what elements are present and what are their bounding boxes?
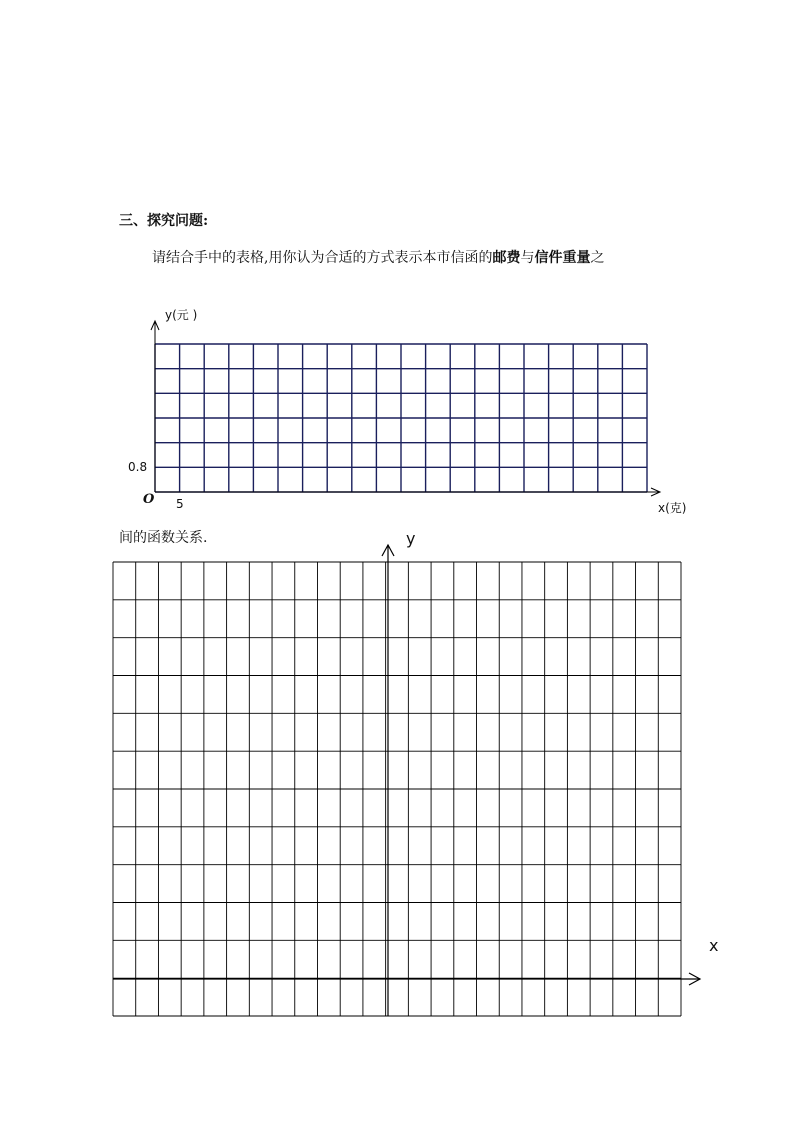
graph1-y-tick-label: 0.8 xyxy=(128,460,148,474)
problem-text-line2: 间的函数关系. xyxy=(119,530,208,546)
blank-grid xyxy=(113,562,681,1016)
graph2-x-axis-label: x xyxy=(709,936,719,955)
problem-text-part2: 之 xyxy=(590,250,605,266)
problem-text-part1: 请结合手中的表格,用你认为合适的方式表示本市信函的 xyxy=(152,250,493,266)
graph2-y-axis-label: y xyxy=(406,529,416,548)
postage-term: 邮费 xyxy=(492,250,521,266)
postage-axes xyxy=(151,321,660,496)
problem-text-connector: 与 xyxy=(520,250,535,266)
graph1-origin-label: O xyxy=(143,492,155,507)
graph1-x-tick-label: 5 xyxy=(176,497,184,511)
postage-grid xyxy=(155,344,647,492)
blank-axes xyxy=(113,545,700,1016)
section-heading: 三、探究问题: xyxy=(119,213,209,229)
graph1-x-axis-label: x(克) xyxy=(658,501,687,515)
letter-weight-term: 信件重量 xyxy=(534,250,591,266)
graph1-y-axis-label: y(元 ) xyxy=(165,308,198,322)
